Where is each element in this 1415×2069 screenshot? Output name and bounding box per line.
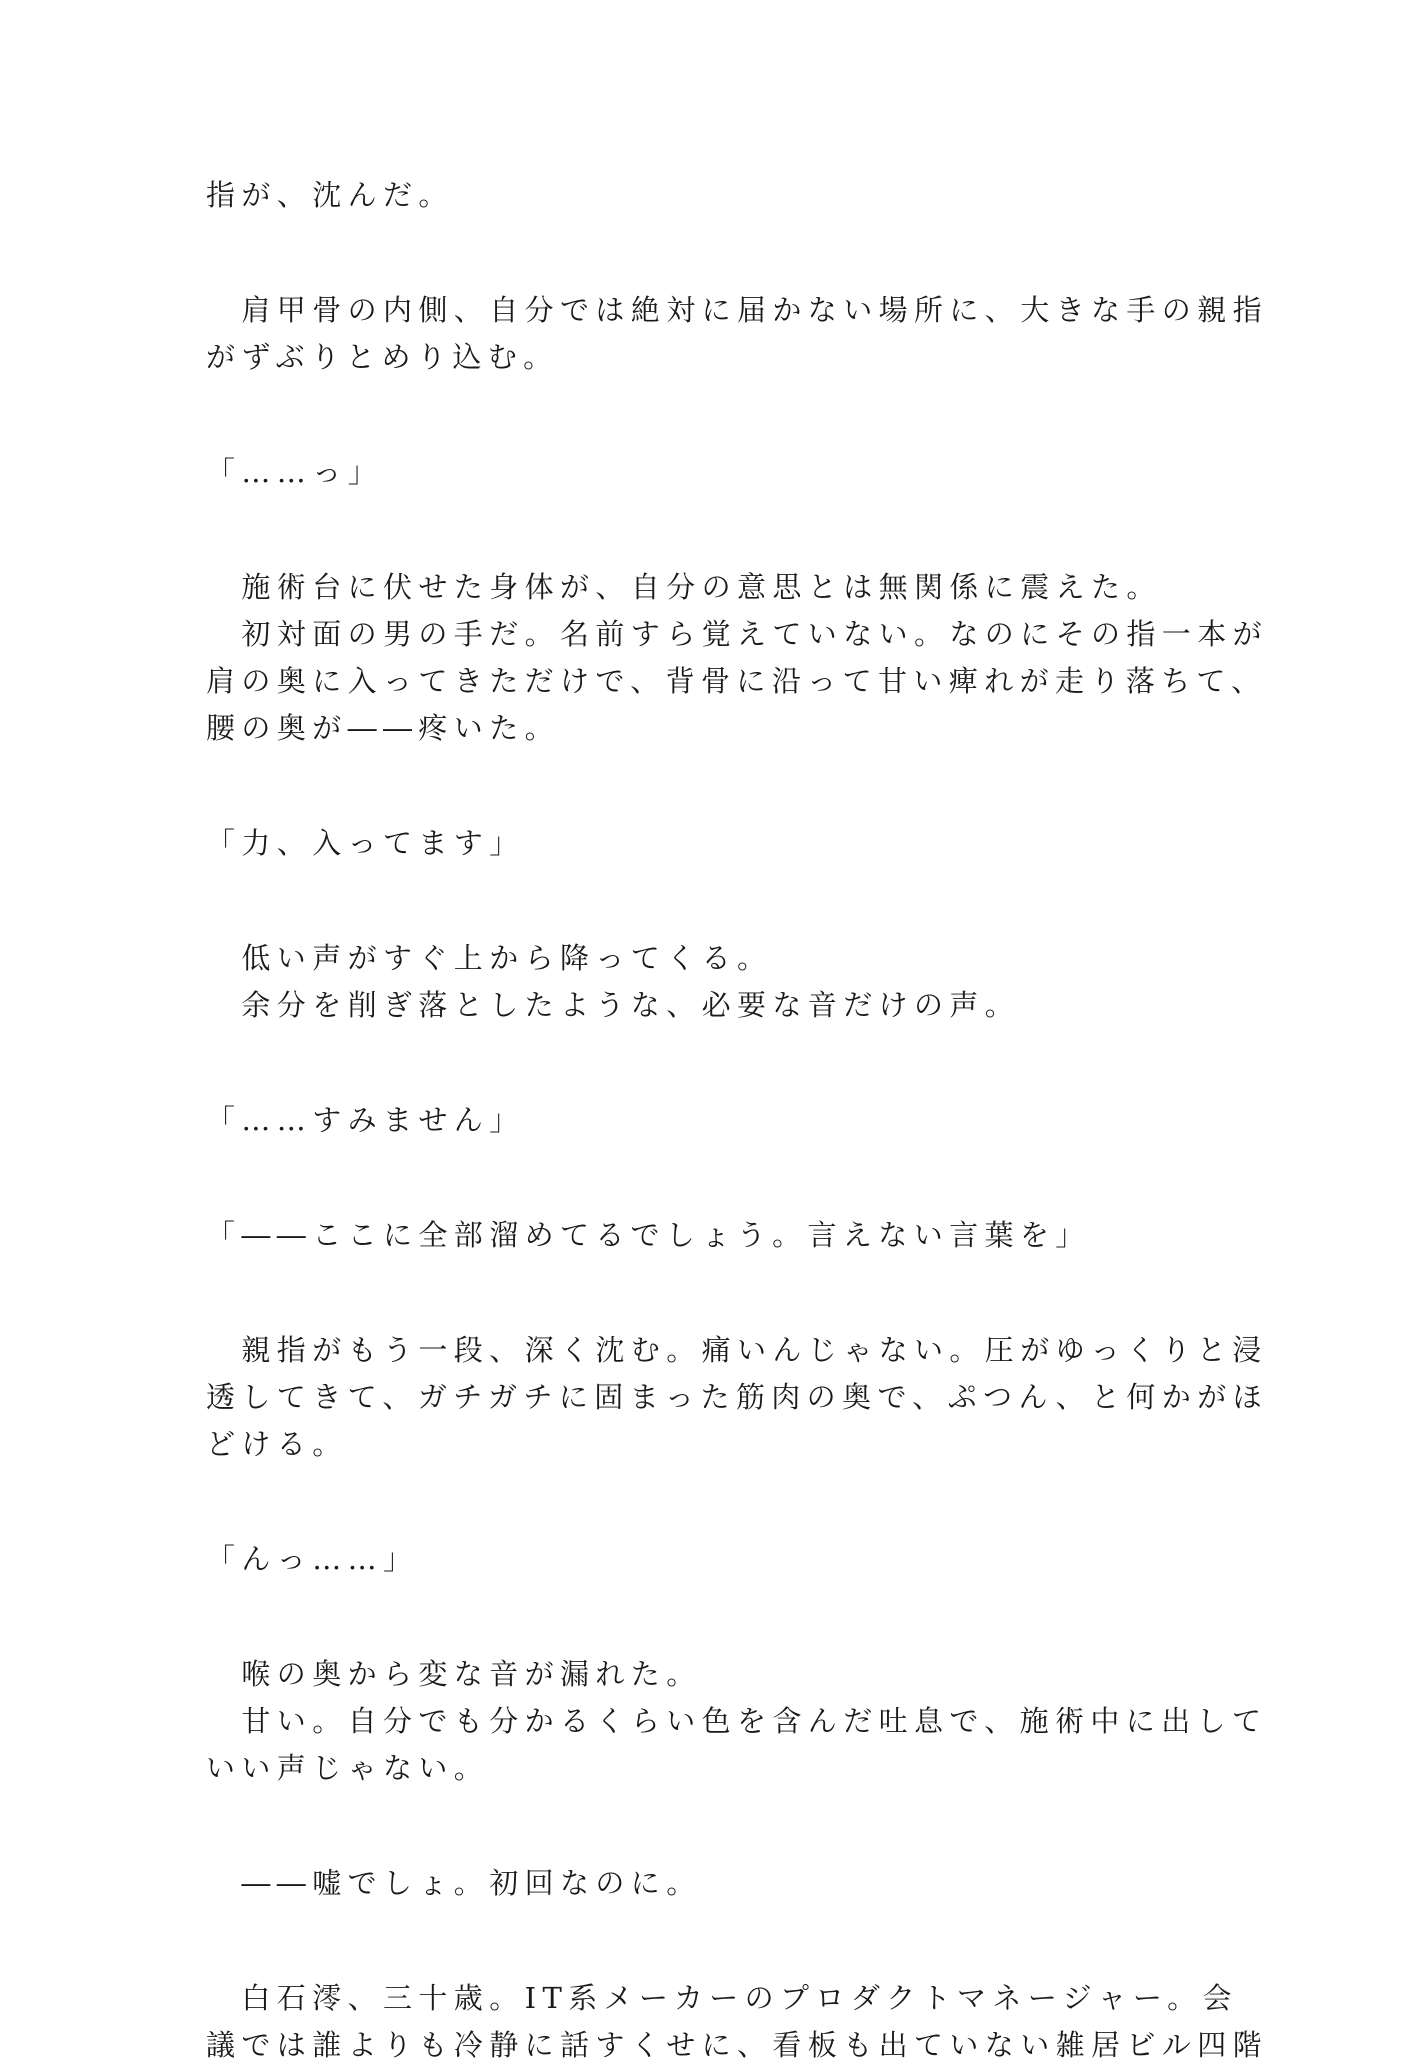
text-line: 低い声がすぐ上から降ってくる。	[206, 941, 773, 975]
paragraph	[206, 564, 1269, 752]
paragraph	[206, 1327, 1269, 1468]
text-line: 喉の奥から変な音が漏れた。	[206, 1657, 702, 1691]
text-line: 透してきて、ガチガチに固まった筋肉の奥で、ぷつん、と何かがほ	[206, 1380, 1269, 1414]
paragraph	[206, 1097, 1181, 1144]
paragraph	[206, 820, 1181, 867]
text-line: がずぶりとめり込む。	[206, 340, 559, 374]
paragraph	[206, 1975, 1269, 2069]
text-line: 初対面の男の手だ。名前すら覚えていない。なのにその指一本が	[206, 617, 1269, 651]
paragraph	[206, 172, 1181, 219]
dialogue-line: 「……すみません」	[206, 1103, 525, 1137]
text-line: 親指がもう一段、深く沈む。痛いんじゃない。圧がゆっくりと浸	[206, 1333, 1268, 1367]
text-line: 施術台に伏せた身体が、自分の意思とは無関係に震えた。	[206, 570, 1162, 604]
paragraph	[206, 1651, 1268, 1792]
text-line: 白石澪、三十歳。IT系メーカーのプロダクトマネージャー。会	[206, 1981, 1238, 2015]
dialogue-line: 「……っ」	[206, 455, 384, 489]
paragraph	[206, 935, 1181, 1029]
text-line: 肩の奥に入ってきただけで、背骨に沿って甘い痺れが走り落ちて、	[206, 664, 1267, 698]
text-line: 甘い。自分でも分かるくらい色を含んだ吐息で、施術中に出して	[206, 1704, 1268, 1738]
text-line: ――嘘でしょ。初回なのに。	[206, 1866, 702, 1900]
paragraph	[206, 287, 1269, 381]
paragraph	[206, 449, 1181, 496]
text-line: 腰の奥が――疼いた。	[206, 711, 561, 745]
text-line: 指が、沈んだ。	[206, 178, 454, 212]
paragraph	[206, 1860, 1181, 1907]
text-line: 議では誰よりも冷静に話すくせに、看板も出ていない雑居ビル四階	[206, 2028, 1269, 2062]
text-line: 肩甲骨の内側、自分では絶対に届かない場所に、大きな手の親指	[206, 293, 1269, 327]
dialogue-line: 「――ここに全部溜めてるでしょう。言えない言葉を」	[206, 1218, 1091, 1252]
paragraph	[206, 1536, 1181, 1583]
novel-text	[206, 172, 1269, 2069]
text-line: 余分を削ぎ落としたような、必要な音だけの声。	[206, 988, 1021, 1022]
dialogue-line: 「力、入ってます」	[206, 826, 525, 860]
text-line: どける。	[206, 1427, 348, 1461]
dialogue-line: 「んっ……」	[206, 1542, 419, 1576]
paragraph	[206, 1212, 1181, 1259]
text-line: いい声じゃない。	[206, 1751, 490, 1785]
